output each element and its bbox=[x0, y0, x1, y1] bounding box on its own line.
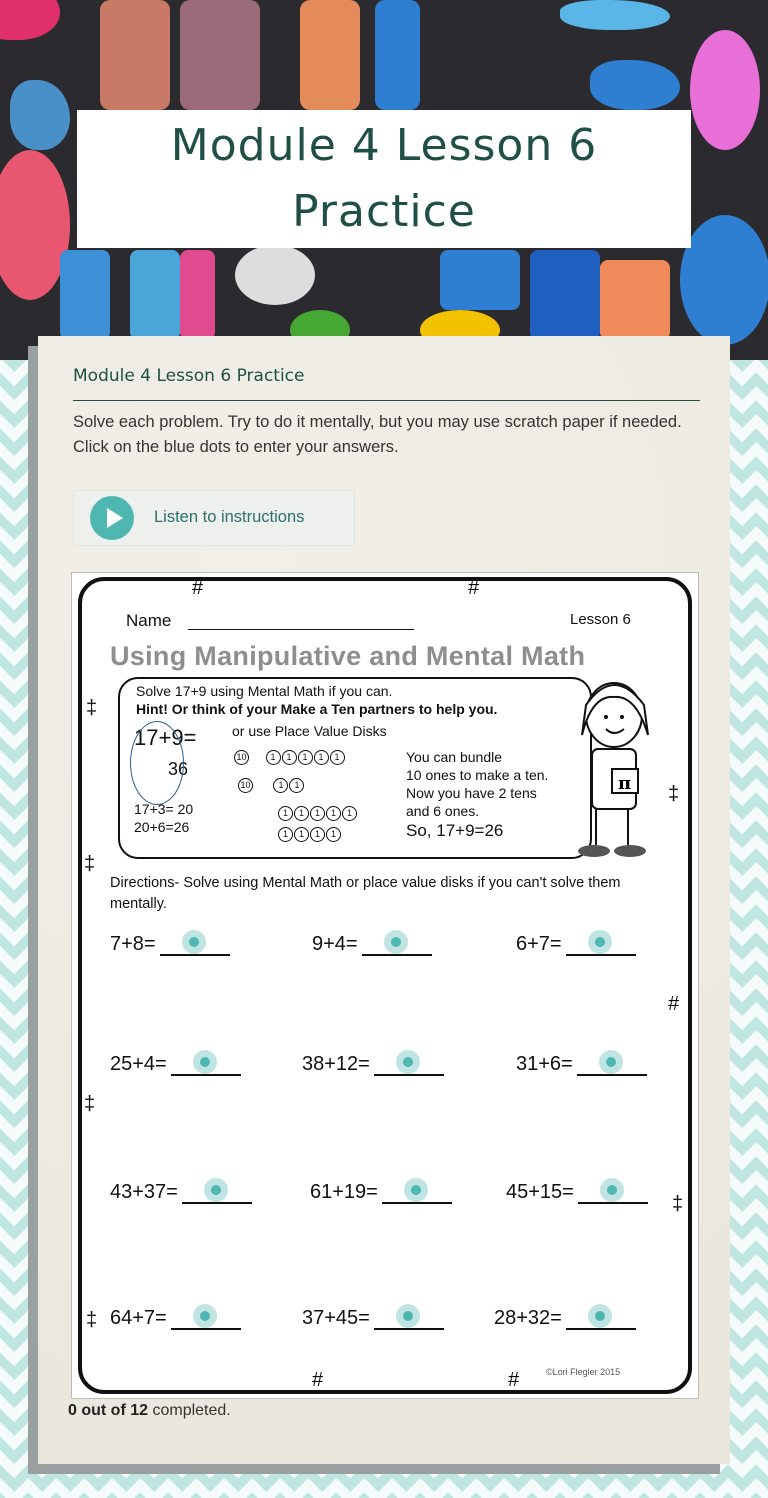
answer-dot[interactable] bbox=[600, 1178, 624, 1202]
one-disk: 1 bbox=[278, 827, 293, 842]
one-disk: 1 bbox=[294, 806, 309, 821]
one-disk: 1 bbox=[282, 750, 297, 765]
answer-dot[interactable] bbox=[588, 930, 612, 954]
doodle-mark: # bbox=[312, 1369, 324, 1391]
doodle-mark: # bbox=[468, 577, 480, 599]
paint-blob bbox=[0, 0, 60, 40]
example-step2: 20+6=26 bbox=[134, 819, 190, 835]
problem: 9+4= bbox=[312, 933, 432, 956]
copyright-text: ©Lori Flegler 2015 bbox=[546, 1367, 621, 1377]
progress-status bbox=[68, 1402, 231, 1420]
paint-blob bbox=[440, 250, 520, 310]
problem: 43+37= bbox=[110, 1181, 252, 1204]
answer-dot[interactable] bbox=[396, 1050, 420, 1074]
paint-blob bbox=[180, 250, 215, 340]
one-disk: 1 bbox=[294, 827, 309, 842]
one-disk: 1 bbox=[326, 806, 341, 821]
name-line bbox=[188, 629, 414, 630]
one-disk: 1 bbox=[278, 806, 293, 821]
problem: 7+8= bbox=[110, 933, 230, 956]
problem: 61+19= bbox=[310, 1181, 452, 1204]
listen-label: Listen to instructions bbox=[154, 508, 305, 526]
one-disk: 1 bbox=[273, 778, 288, 793]
listen-instructions-button[interactable] bbox=[73, 490, 355, 546]
problem: 38+12= bbox=[302, 1053, 444, 1076]
paint-blob bbox=[590, 60, 680, 110]
bundle-text: You can bundle bbox=[406, 749, 503, 765]
answer-blank bbox=[578, 1184, 648, 1204]
worksheet-heading: Using Manipulative and Mental Math bbox=[110, 641, 586, 671]
problem: 25+4= bbox=[110, 1053, 241, 1076]
answer-blank bbox=[160, 936, 230, 956]
example-or-use: or use Place Value Disks bbox=[232, 723, 387, 739]
worksheet-image bbox=[71, 572, 699, 1399]
instructions-text: Solve each problem. Try to do it mentally, but you may use scratch paper if needed. Click on the blue dots to enter your answers. bbox=[73, 413, 682, 456]
one-disk: 1 bbox=[266, 750, 281, 765]
answer-blank bbox=[362, 936, 432, 956]
answer-dot[interactable] bbox=[384, 930, 408, 954]
paint-blob bbox=[10, 80, 70, 150]
title-card bbox=[77, 110, 691, 248]
ten-disk: 10 bbox=[234, 750, 249, 765]
doodle-mark: ‡ bbox=[84, 853, 96, 875]
section-heading: Module 4 Lesson 6 Practice bbox=[73, 366, 305, 386]
answer-blank bbox=[577, 1056, 647, 1076]
problem: 37+45= bbox=[302, 1307, 444, 1330]
example-equation: 17+9= bbox=[134, 725, 197, 750]
paint-blob bbox=[600, 260, 670, 340]
paint-blob bbox=[60, 250, 110, 340]
answer-dot[interactable] bbox=[588, 1304, 612, 1328]
ten-disk: 10 bbox=[238, 778, 253, 793]
answer-blank bbox=[566, 1310, 636, 1330]
example-box bbox=[118, 677, 592, 859]
answer-dot[interactable] bbox=[193, 1050, 217, 1074]
disk-group bbox=[278, 803, 358, 821]
paint-blob bbox=[680, 215, 768, 345]
worksheet-directions: Directions- Solve using Mental Math or place value disks if you can't solve them mentally. bbox=[110, 875, 621, 912]
answer-blank bbox=[374, 1056, 444, 1076]
disk-group bbox=[278, 824, 342, 842]
paint-blob bbox=[375, 0, 420, 110]
one-disk: 1 bbox=[330, 750, 345, 765]
answer-blank bbox=[566, 936, 636, 956]
one-disk: 1 bbox=[326, 827, 341, 842]
answer-dot[interactable] bbox=[396, 1304, 420, 1328]
worksheet-name-label: Name bbox=[126, 611, 172, 630]
doodle-mark: # bbox=[192, 577, 204, 599]
progress-suffix: completed. bbox=[148, 1402, 231, 1419]
doodle-mark: ‡ bbox=[86, 1309, 98, 1331]
paint-blob bbox=[235, 245, 315, 305]
paint-blob bbox=[560, 0, 670, 30]
problem: 64+7= bbox=[110, 1307, 241, 1330]
problem: 6+7= bbox=[516, 933, 636, 956]
one-disk: 1 bbox=[342, 806, 357, 821]
page-title: Module 4 Lesson 6 Practice bbox=[170, 120, 598, 237]
one-disk: 1 bbox=[310, 827, 325, 842]
example-answer: 36 bbox=[168, 759, 189, 779]
problem: 45+15= bbox=[506, 1181, 648, 1204]
paint-blob bbox=[300, 0, 360, 110]
paint-blob bbox=[130, 250, 180, 340]
paint-blob bbox=[180, 0, 260, 110]
problem: 28+32= bbox=[494, 1307, 636, 1330]
disk-group bbox=[238, 775, 305, 793]
bundle-text: and 6 ones. bbox=[406, 803, 480, 819]
progress-count: 0 out of 12 bbox=[68, 1402, 149, 1419]
doodle-mark: ‡ bbox=[668, 783, 680, 805]
doodle-mark: # bbox=[508, 1369, 520, 1391]
answer-dot[interactable] bbox=[599, 1050, 623, 1074]
bundle-text: So, 17+9=26 bbox=[406, 821, 504, 840]
answer-dot[interactable] bbox=[182, 930, 206, 954]
example-line: Solve 17+9 using Mental Math if you can. bbox=[136, 683, 393, 699]
answer-blank bbox=[171, 1310, 241, 1330]
heading-divider bbox=[73, 400, 700, 401]
girl-illustration bbox=[566, 665, 658, 865]
doodle-mark: ‡ bbox=[84, 1093, 96, 1115]
paint-blob bbox=[100, 0, 170, 110]
paint-blob bbox=[530, 250, 600, 340]
svg-text:π: π bbox=[618, 773, 632, 794]
disk-group bbox=[234, 747, 346, 765]
answer-blank bbox=[374, 1310, 444, 1330]
one-disk: 1 bbox=[298, 750, 313, 765]
problem: 31+6= bbox=[516, 1053, 647, 1076]
play-icon[interactable] bbox=[90, 496, 134, 540]
worksheet-lesson-label: Lesson 6 bbox=[570, 611, 631, 628]
bundle-text: 10 ones to make a ten. bbox=[406, 767, 549, 783]
paint-blob bbox=[690, 30, 760, 150]
example-hint: Hint! Or think of your Make a Ten partners to help you. bbox=[136, 701, 498, 717]
doodle-mark: ‡ bbox=[672, 1193, 684, 1215]
one-disk: 1 bbox=[310, 806, 325, 821]
doodle-mark: # bbox=[668, 993, 680, 1015]
answer-dot[interactable] bbox=[204, 1178, 228, 1202]
bundle-text: Now you have 2 tens bbox=[406, 785, 537, 801]
answer-blank bbox=[171, 1056, 241, 1076]
answer-blank bbox=[382, 1184, 452, 1204]
one-disk: 1 bbox=[289, 778, 304, 793]
answer-dot[interactable] bbox=[404, 1178, 428, 1202]
answer-circle bbox=[130, 721, 184, 805]
doodle-mark: ‡ bbox=[86, 697, 98, 719]
one-disk: 1 bbox=[314, 750, 329, 765]
example-step1: 17+3= 20 bbox=[134, 801, 194, 817]
header-banner bbox=[0, 0, 768, 360]
answer-dot[interactable] bbox=[193, 1304, 217, 1328]
answer-blank bbox=[182, 1184, 252, 1204]
content-card bbox=[38, 336, 730, 1464]
